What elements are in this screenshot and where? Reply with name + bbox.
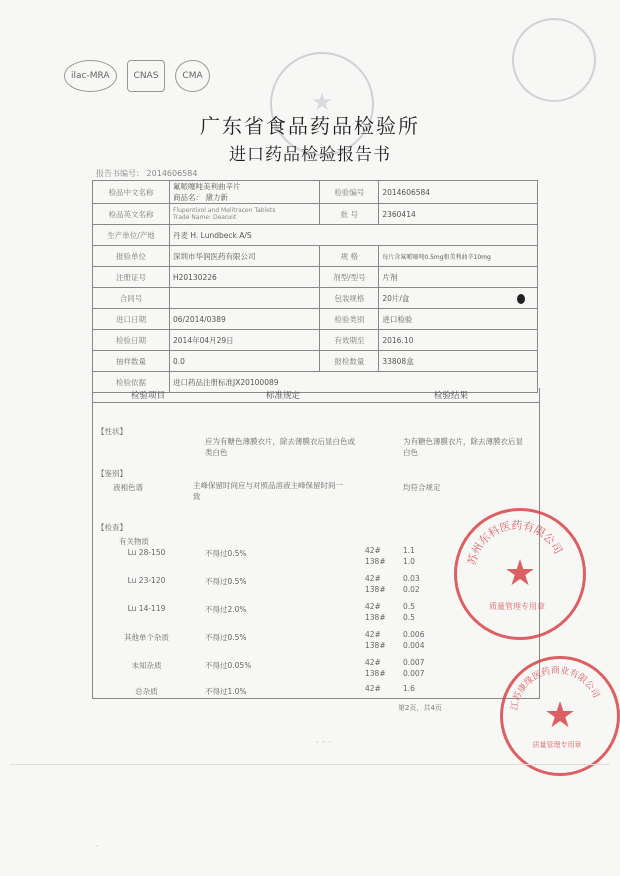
test-standard: 不得过0.5%	[205, 549, 247, 558]
qty-label: 抽样数量	[93, 351, 170, 372]
en-name-cell	[170, 204, 320, 225]
valid: 2016.10	[379, 330, 538, 351]
sample-value: 0.5	[403, 613, 415, 622]
report-number-label: 报告书编号：	[96, 169, 144, 178]
appearance-result: 为有糖色薄膜衣片，除去薄膜衣后显白色	[403, 437, 523, 457]
col-item: 检验项目	[130, 391, 165, 401]
qty: 0.0	[170, 351, 320, 372]
page-number: 第2页，共4页	[398, 704, 442, 712]
svg-text:江苏康缘医药商业有限公司: 江苏康缘医药商业有限公司	[509, 665, 601, 711]
star-icon: ★	[503, 553, 537, 594]
test-name: Lu 14-119	[127, 604, 166, 613]
test-standard: 不得过0.5%	[205, 577, 247, 586]
identification-method: 液相色谱	[113, 483, 143, 492]
sample-label: 42#	[365, 684, 381, 693]
test-name: 总杂质	[135, 687, 158, 696]
results-header	[93, 388, 539, 403]
producer-label: 生产单位/产地	[93, 225, 170, 246]
trade-name: 黛力新	[205, 193, 228, 202]
appearance-standard: 应为有糖色薄膜衣片，除去薄膜衣后显白色或类白色	[205, 437, 355, 457]
entry-label: 检验类别	[320, 309, 379, 330]
svg-text:质量管理专用章: 质量管理专用章	[532, 741, 582, 749]
institute-title: 广东省食品药品检验所	[200, 114, 420, 138]
report-number-value: 2014606584	[146, 169, 198, 178]
cn-name-cell	[170, 181, 320, 204]
producer: 丹麦 H. Lundbeck A/S	[170, 225, 538, 246]
receipt: 06/2014/0389	[170, 309, 320, 330]
cma-logo: CMA	[175, 60, 209, 92]
cn-name: 氟哌噻吨美利曲辛片	[173, 182, 241, 191]
sample-label: 42#	[365, 658, 381, 667]
test-row	[93, 658, 539, 686]
pack-label: 包装规格	[320, 288, 379, 309]
scan-mark: ·	[96, 842, 99, 851]
ilac-logo: ilac-MRA	[64, 60, 117, 92]
ink-spot	[517, 294, 525, 304]
trade-name-label: 商品名：	[173, 193, 203, 202]
unit-label: 报验单位	[93, 246, 170, 267]
cnas-logo: CNAS	[127, 60, 166, 92]
en-name: Flupentixol and Melitracen Tablets	[173, 207, 276, 214]
form: 片剂	[379, 267, 538, 288]
test-name: Lu 28-150	[127, 548, 166, 557]
report-qty-label: 报检数量	[320, 351, 379, 372]
sample-value: 0.006	[403, 630, 425, 639]
contract	[170, 288, 320, 309]
spec: 每片含氟哌噻吨0.5mg和美利曲辛10mg	[379, 246, 538, 267]
related-substances: 有关物质	[119, 537, 149, 546]
receipt-label: 进口日期	[93, 309, 170, 330]
svg-text:质量管理专用章: 质量管理专用章	[489, 602, 545, 611]
spec-label: 规 格	[320, 246, 379, 267]
sample-value: 1.0	[403, 557, 415, 566]
test-row	[93, 630, 539, 658]
test-standard: 不得过1.0%	[205, 687, 247, 696]
sample-info-table	[92, 180, 538, 393]
section-appearance: 【性状】	[97, 427, 127, 436]
company-seal-suzhou	[454, 508, 586, 640]
accreditation-logos	[64, 60, 210, 92]
sample-value: 0.007	[403, 658, 425, 667]
inspect-no: 2014606584	[379, 181, 538, 204]
sample-value: 0.5	[403, 602, 415, 611]
date: 2014年04月29日	[170, 330, 320, 351]
batch-no: 2360414	[379, 204, 538, 225]
sample-label: 138#	[365, 585, 386, 594]
entry: 进口检验	[379, 309, 538, 330]
company-seal-jiangsu	[500, 656, 620, 776]
sample-label: 42#	[365, 630, 381, 639]
report-number	[96, 168, 197, 179]
unit: 深圳市华润医药有限公司	[170, 246, 320, 267]
sample-label: 138#	[365, 641, 386, 650]
sample-label: 42#	[365, 602, 381, 611]
section-identification: 【鉴别】	[97, 469, 127, 478]
col-std: 标准规定	[265, 391, 300, 401]
divider	[10, 764, 610, 765]
sample-value: 0.004	[403, 641, 425, 650]
batch-no-label: 批 号	[320, 204, 379, 225]
sample-label: 138#	[365, 669, 386, 678]
svg-text:苏州东科医药有限公司: 苏州东科医药有限公司	[465, 518, 565, 567]
contract-label: 合同号	[93, 288, 170, 309]
test-name: 未知杂质	[131, 661, 162, 670]
test-standard: 不得过0.05%	[205, 661, 252, 670]
corner-seal	[512, 18, 596, 102]
test-name: 其他单个杂质	[124, 633, 169, 642]
sample-label: 42#	[365, 546, 381, 555]
sample-value: 1.6	[403, 684, 415, 693]
sample-value: 0.007	[403, 669, 425, 678]
pack: 20片/盒	[379, 288, 538, 309]
report-qty: 33808盒	[379, 351, 538, 372]
test-name: Lu 23-120	[127, 576, 166, 585]
basis: 进口药品注册标准JX20100089	[170, 372, 538, 393]
svg-text:★: ★	[311, 88, 333, 116]
reg-label: 注册证号	[93, 267, 170, 288]
sample-label: 138#	[365, 557, 386, 566]
section-tests: 【检查】	[97, 523, 127, 532]
cn-name-label: 检品中文名称	[93, 181, 170, 204]
inspect-no-label: 检验编号	[320, 181, 379, 204]
star-icon: ★	[543, 695, 577, 736]
reg: H20130226	[170, 267, 320, 288]
scan-mark: · ◦ ·	[316, 738, 331, 747]
report-title: 进口药品检验报告书	[229, 145, 391, 165]
test-row	[93, 684, 539, 712]
en-trade-name: Trade Name: Deanxit	[173, 214, 237, 221]
col-result: 检验结果	[433, 391, 468, 401]
sample-label: 138#	[365, 613, 386, 622]
form-label: 剂型/型号	[320, 267, 379, 288]
test-standard: 不得过0.5%	[205, 633, 247, 642]
identification-standard: 主峰保留时间应与对照品溶液主峰保留时间一致	[193, 481, 343, 501]
sample-value: 1.1	[403, 546, 415, 555]
en-name-label: 检品英文名称	[93, 204, 170, 225]
identification-result: 均符合规定	[403, 483, 441, 492]
test-standard: 不得过2.0%	[205, 605, 247, 614]
valid-label: 有效期至	[320, 330, 379, 351]
sample-value: 0.02	[403, 585, 420, 594]
sample-label: 42#	[365, 574, 381, 583]
date-label: 检验日期	[93, 330, 170, 351]
basis-label: 检验依据	[93, 372, 170, 393]
sample-value: 0.03	[403, 574, 420, 583]
